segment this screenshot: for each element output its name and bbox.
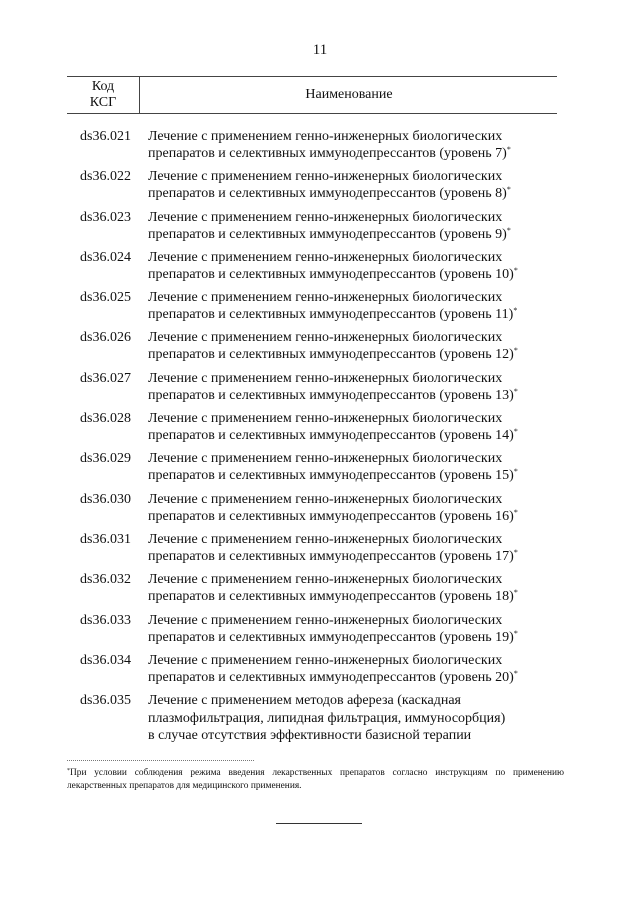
row-code: ds36.029	[80, 451, 131, 467]
row-code: ds36.034	[80, 652, 131, 668]
row-name-line2-text: препаратов и селективных иммунодепрессантов (уровень 9)	[148, 226, 507, 242]
row-code: ds36.030	[80, 491, 131, 507]
row-name	[148, 612, 558, 646]
row-name-line2-text: препаратов и селективных иммунодепрессантов (уровень 19)	[148, 629, 514, 645]
table-row	[0, 329, 640, 369]
row-code: ds36.033	[80, 612, 131, 628]
row-name-line2-text: препаратов и селективных иммунодепрессантов (уровень 20)	[148, 669, 514, 685]
row-name	[148, 128, 558, 162]
row-name-line2	[148, 306, 558, 323]
table-row	[0, 531, 640, 571]
footnote-mark: *	[513, 306, 518, 316]
row-name	[148, 491, 558, 525]
row-name-line2	[148, 508, 558, 525]
row-name-line1: Лечение с применением методов афереза (каскадная	[148, 693, 461, 709]
row-name-line2-text: препаратов и селективных иммунодепрессантов (уровень 15)	[148, 468, 514, 484]
footnote-text: При условии соблюдения режима введения лекарственных препаратов согласно инструкциям по применению лекарственных препаратов для медицинского применения.	[67, 768, 564, 791]
table-row	[0, 652, 640, 692]
row-name-line2-text: препаратов и селективных иммунодепрессантов (уровень 8)	[148, 186, 507, 202]
row-name	[148, 692, 558, 745]
footnote-mark: *	[513, 668, 518, 678]
footnote-mark: *	[67, 768, 70, 774]
row-name-line2	[148, 145, 558, 162]
footnote-mark: *	[513, 628, 518, 638]
row-name-line1: Лечение с применением генно-инженерных биологических	[148, 209, 503, 225]
footnote-separator	[67, 760, 254, 761]
header-code	[67, 77, 140, 113]
end-rule	[276, 823, 362, 824]
row-name-line1: Лечение с применением генно-инженерных биологических	[148, 612, 503, 628]
table-row	[0, 612, 640, 652]
row-code: ds36.025	[80, 290, 131, 306]
row-name-line2	[148, 467, 558, 484]
row-code: ds36.027	[80, 370, 131, 386]
table-row	[0, 370, 640, 410]
row-name-line1: Лечение с применением генно-инженерных биологических	[148, 129, 503, 144]
row-name	[148, 329, 558, 363]
row-name	[148, 410, 558, 444]
footnote-mark: *	[513, 427, 518, 437]
table-row	[0, 692, 640, 744]
row-name-line2: плазмофильтрация, липидная фильтрация, иммуносорбция)	[148, 710, 506, 726]
row-name-line1: Лечение с применением генно-инженерных биологических	[148, 451, 503, 467]
row-code: ds36.023	[80, 209, 131, 225]
row-name-line2-text: препаратов и селективных иммунодепрессантов (уровень 7)	[148, 146, 507, 161]
row-name-line2	[148, 669, 558, 686]
footnote-mark: *	[513, 386, 518, 396]
row-code: ds36.031	[80, 531, 131, 547]
row-name-line2-text: препаратов и селективных иммунодепрессантов (уровень 13)	[148, 387, 514, 403]
row-name-line1: Лечение с применением генно-инженерных биологических	[148, 330, 503, 346]
header-code-line1: Код	[91, 79, 115, 94]
row-name	[148, 289, 558, 323]
row-name	[148, 531, 558, 565]
table-body	[0, 128, 640, 744]
row-name-line2	[148, 629, 558, 646]
footnote-mark: *	[513, 265, 518, 275]
row-name-line2	[148, 226, 558, 243]
row-code: ds36.032	[80, 572, 131, 588]
table-row	[0, 491, 640, 531]
table-row	[0, 209, 640, 249]
row-name-line2-text: препаратов и селективных иммунодепрессантов (уровень 18)	[148, 589, 514, 605]
row-name-line1: Лечение с применением генно-инженерных биологических	[148, 370, 503, 386]
row-code: ds36.026	[80, 330, 131, 346]
row-name-line2-text: препаратов и селективных иммунодепрессантов (уровень 10)	[148, 266, 514, 282]
table-row	[0, 450, 640, 490]
header-name: Наименование	[305, 87, 393, 102]
row-code: ds36.035	[80, 693, 131, 709]
row-name	[148, 209, 558, 243]
row-code: ds36.024	[80, 249, 131, 265]
row-name-line2-text: препаратов и селективных иммунодепрессантов (уровень 16)	[148, 508, 514, 524]
row-name	[148, 249, 558, 283]
row-name-line2-text: препаратов и селективных иммунодепрессантов (уровень 11)	[148, 307, 514, 323]
footnote-mark: *	[513, 346, 518, 356]
footnote-mark: *	[513, 467, 518, 477]
table-header	[67, 76, 557, 114]
row-name-line2-text: препаратов и селективных иммунодепрессантов (уровень 17)	[148, 548, 514, 564]
row-code: ds36.021	[80, 129, 131, 144]
row-name	[148, 168, 558, 202]
row-name-line2-text: препаратов и селективных иммунодепрессантов (уровень 12)	[148, 347, 514, 363]
row-code: ds36.022	[80, 169, 131, 185]
table-row	[0, 168, 640, 208]
footnote-mark: *	[513, 507, 518, 517]
table-row	[0, 249, 640, 289]
row-name-line1: Лечение с применением генно-инженерных биологических	[148, 290, 503, 306]
row-name	[148, 652, 558, 686]
row-name	[148, 370, 558, 404]
row-name-line3: в случае отсутствия эффективности базисной терапии	[148, 728, 472, 744]
footnote-mark: *	[506, 185, 511, 195]
row-name	[148, 571, 558, 605]
row-code: ds36.028	[80, 411, 131, 427]
footnote-mark: *	[513, 547, 518, 557]
row-name-line1: Лечение с применением генно-инженерных биологических	[148, 491, 503, 507]
row-name-line1: Лечение с применением генно-инженерных биологических	[148, 411, 503, 427]
row-name-line2	[148, 588, 558, 605]
table-row	[0, 410, 640, 450]
footnote-mark: *	[506, 225, 511, 235]
row-name-line1: Лечение с применением генно-инженерных биологических	[148, 572, 503, 588]
table-row	[0, 128, 640, 168]
footnote-mark: *	[513, 588, 518, 598]
row-name-line2-text: препаратов и селективных иммунодепрессантов (уровень 14)	[148, 428, 514, 444]
row-name-line1: Лечение с применением генно-инженерных биологических	[148, 531, 503, 547]
row-name-line2	[148, 387, 558, 404]
row-name-line2	[148, 346, 558, 363]
row-name	[148, 450, 558, 484]
row-name-line2	[148, 427, 558, 444]
row-name-line2	[148, 266, 558, 283]
page-number: 11	[312, 42, 328, 58]
row-name-line1: Лечение с применением генно-инженерных биологических	[148, 652, 503, 668]
row-name-line2	[148, 185, 558, 202]
row-name-line2	[148, 548, 558, 565]
table-row	[0, 289, 640, 329]
row-name-line1: Лечение с применением генно-инженерных биологических	[148, 169, 503, 185]
table-row	[0, 571, 640, 611]
footnote-mark: *	[506, 145, 511, 154]
footnote	[67, 767, 564, 793]
row-name-line1: Лечение с применением генно-инженерных биологических	[148, 249, 503, 265]
header-code-line2: КСГ	[89, 95, 117, 110]
